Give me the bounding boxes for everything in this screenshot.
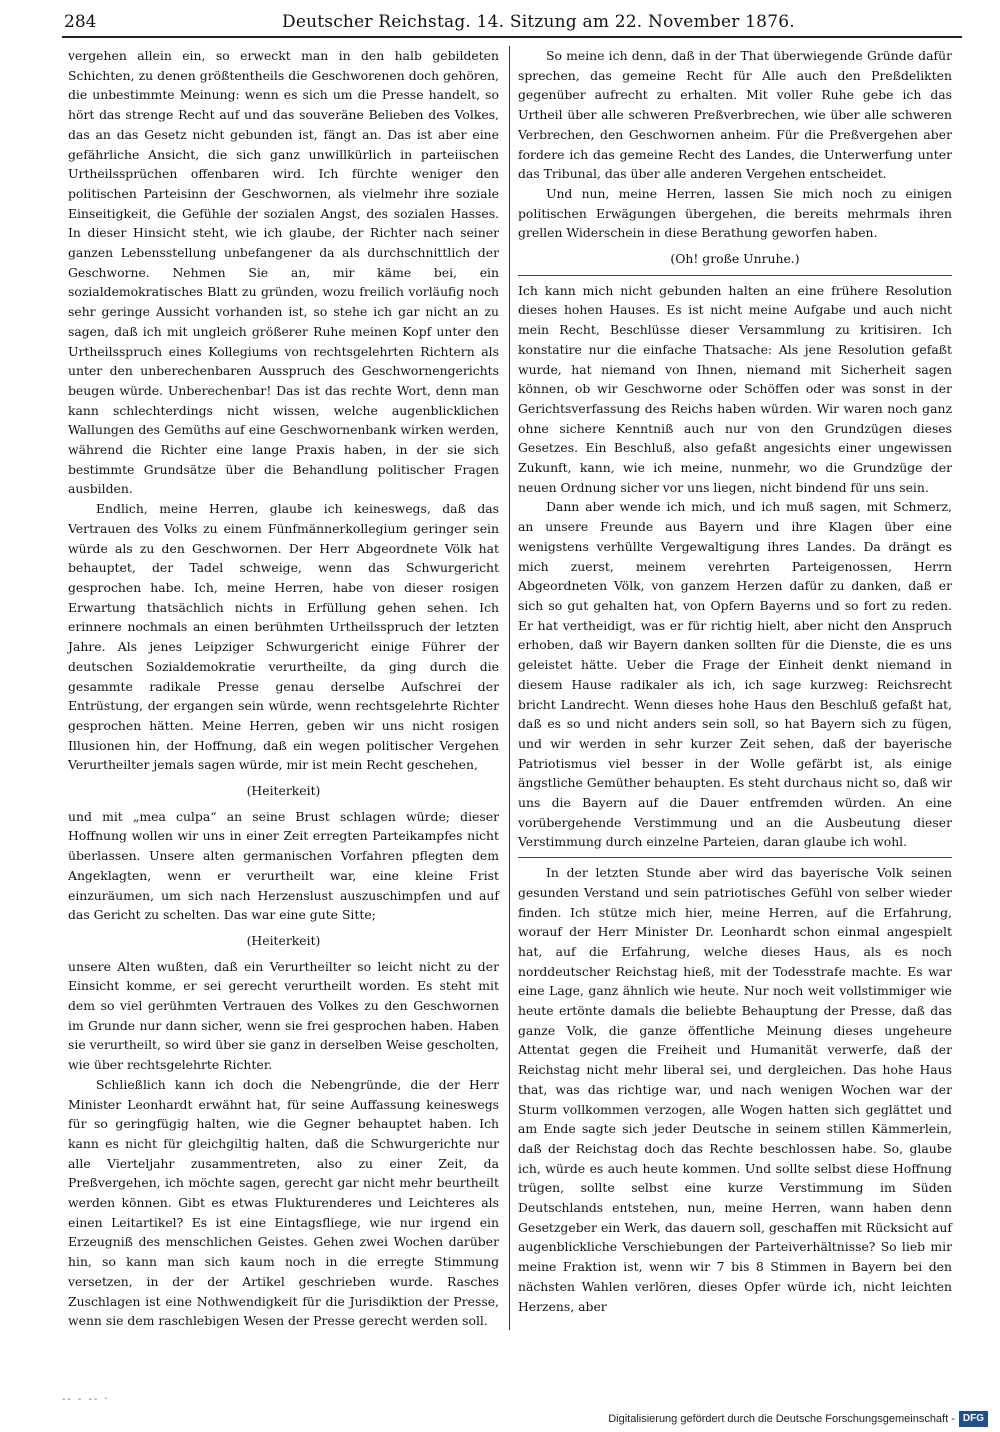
page-header [62, 8, 962, 38]
paragraph: In der letzten Stunde aber wird das bayerische Volk seinen gesunden Verstand und sein patriotisches Gefühl von selber wieder finden. Ich stütze mich hier, meine Herren, auf die Erfahrung, worauf der Herr Minister Dr. Leonhardt schon einmal angespielt hat, auf die Erfahrung, welche dieses Haus, als es noch norddeutscher Reichstag hieß, mit der Todesstrafe machte. Es war eine Lage, ganz ähnlich wie heute. Nur noch weit vollstimmiger wie heute ertönte damals die beliebte Behauptung der Presse, daß das ganze Volk, die ganze öffentliche Meinung dieses ungeheure Attentat gegen die Freiheit und Humanität verwerfe, daß der Reichstag nicht mehr liberal sei, und dergleichen. Das hohe Haus that, was das richtige war, und nach wenigen Wochen war der Sturm vollkommen verzogen, alle Wogen hatten sich geglättet und am Ende sagte sich jeder Deutsche in seinem stillen Kämmerlein, daß der Reichstag doch das Rechte beschlossen habe. So, glaube ich, würde es auch heute kommen. Und sollte selbst diese Hoffnung trügen, sollte selbst eine kurze Verstimmung im Süden Deutschlands entstehen, nun, meine Herren, wann haben denn Gesetzgeber ein Werk, das dauern soll, geschaffen mit Rücksicht auf augenblickliche Verschiebungen der Parteiverhältnisse? So lieb mir meine Fraktion ist, wenn wir 7 bis 8 Stimmen in Bayern bei den nächsten Wahlen verlören, dieses Opfer würde ich, nicht leichten Herzens, aber [518, 865, 952, 1314]
paragraph: Und nun, meine Herren, lassen Sie mich noch zu einigen politischen Erwägungen übergehen, die bereits mehrmals ihren grellen Widerschein in diese Berathung geworfen haben. [518, 185, 952, 241]
paragraph: So meine ich denn, daß in der That überwiegende Gründe dafür sprechen, das gemeine Recht für Alle auch den Preßdelikten gegenüber aufrecht zu erhalten. Mit voller Ruhe gebe ich das Urtheil über alle schweren Preßverbrechen, wie über alle schweren Verbrechen, den Geschwornen anheim. Für die Preßvergehen aber fordere ich das gemeine Recht des Landes, die Unterwerfung unter das Tribunal, das über alle anderen Vergehen entscheidet. [518, 48, 952, 182]
interjection: (Heiterkeit) [246, 783, 321, 799]
left-column [68, 46, 499, 1331]
section-rule [518, 857, 952, 858]
paragraph: Schließlich kann ich doch die Nebengründe, die der Herr Minister Leonhardt erwähnt hat, für seine Auffassung keineswegs für so geringfügig halten, wie die Gegner behauptet haben. Ich kann es nicht für gleichgiltig halten, daß die Schwurgerichte nur alle Vierteljahr zusammentreten, also zu einer Zeit, da Preßvergehen, ich möchte sagen, gerecht gar nicht mehr beurtheilt werden können. Gibt es etwas Flukturenderes und Leichteres als einen Leitartikel? Es ist eine Eintagsfliege, wie nur irgend ein Erzeugniß des menschlichen Geistes. Gehen zwei Wochen darüber hin, so kann man sich kaum noch in die erregte Stimmung versetzen, in der der Artikel geschrieben wurde. Rasches Zuschlagen ist eine Nothwendigkeit für die Jurisdiktion der Presse, wenn sie dem raschlebigen Wesen der Presse gerecht werden soll. [68, 1076, 499, 1329]
paragraph: Dann aber wende ich mich, und ich muß sagen, mit Schmerz, an unsere Freunde aus Bayern und ihre Klagen über eine wenigstens verhüllte Vergewaltigung ihres Landes. Da drängt es mich zuerst, meinem verehrten Parteigenossen, Herrn Abgeordneten Völk, von ganzem Herzen dafür zu danken, daß er sich so gut gehalten hat, von Opfern Bayerns und so fort zu reden. Er hat vertheidigt, was er für richtig hielt, aber nicht den Anspruch erhoben, daß wir Bayern danken sollten für die Dienste, die es uns geleistet hätte. Ueber die Frage der Einheit denkt niemand in diesem Hause radikaler als ich, ich sage kurzweg: Reichsrecht bricht Landrecht. Wenn dieses hohe Haus den Beschluß gefaßt hat, daß es so und nicht anders sein soll, so hat Bayern sich zu fügen, und wir werden in sehr kurzer Zeit sehen, daß der bayerische Patriotismus viel besser in der Wolle gefärbt ist, als einige ängstliche Gemüther behaupten. Es steht durchaus nicht so, daß wir uns die Bayern auf die Dauer entfremden würden. An eine vorübergehende Verstimmung und an die Ausbeutung dieser Verstimmung durch einzelne Parteien, daran glaube ich wohl. [518, 499, 952, 850]
paragraph: Ich kann mich nicht gebunden halten an eine frühere Resolution dieses hohen Hauses. Es ist nicht meine Aufgabe und auch nicht mein Recht, Beschlüsse dieser Versammlung zu kritisiren. Ich konstatire nur die einfache Thatsache: Als jene Resolution gefaßt wurde, hat niemand von Ihnen, niemand mit Sicherheit sagen können, ob wir Geschworne oder Schöffen oder was sonst in der Gerichtsverfassung des Reichs haben würden. Wir waren noch ganz ohne sichere Kenntniß auch nur von den Grundzügen dieses Gesetzes. Ein Beschluß, also gefaßt angesichts einer ungewissen Zukunft, kann, wie ich meine, nunmehr, wo die Grundzüge der neuen Ordnung sicher vor uns liegen, nicht bindend für uns sein. [518, 282, 952, 495]
section-rule [518, 275, 952, 276]
paragraph: vergehen allein ein, so erweckt man in den halb gebildeten Schichten, zu denen größtentheils die Geschworenen doch gehören, die unbestimmte Meinung: wenn es sich um die Presse handelt, so hört das strenge Recht auf und das souveräne Belieben des Volkes, das an das Gesetz nicht gebunden ist, fängt an. Das ist aber eine gefährliche Ansicht, die sich ganz unwillkürlich in parteiischen Urtheilssprüchen offenbaren wird. Ich fürchte weniger den politischen Parteisinn der Geschwornen, als vielmehr ihre soziale Einseitigkeit, die Gefühle der sozialen Angst, des sozialen Hasses. In dieser Hinsicht steht, wie ich glaube, der Richter nach seiner ganzen Lebensstellung unbefangener da als durchschnittlich der Geschworne. Nehmen Sie an, mir käme bei, ein sozialdemokratisches Blatt zu gründen, wozu freilich vorläufig noch sehr geringe Aussicht vorhanden ist, so stehe ich gar nicht an zu sagen, daß ich mit ungleich größerer Ruhe meinen Kopf unter den Urtheilsspruch eines Kollegiums von rechtsgelehrten Richtern als unter den unberechenbaren Ausspruch des Geschwornengerichts beugen würde. Unberechenbar! Das ist das rechte Wort, denn man kann schlechterdings nicht wissen, welche augenblicklichen Wallungen des Gemüths auf eine Geschwornenbank wirken werden, während die Richter eine lange Praxis haben, in der sie sich bestimmte Grundsätze über die Behandlung politischer Fragen ausbilden. [68, 48, 499, 497]
footer-scan-mark: -- - -- · [62, 1394, 110, 1405]
paragraph: Endlich, meine Herren, glaube ich keineswegs, daß das Vertrauen des Volks zu einem Fünfmännerkollegium geringer sein würde als zu den Geschwornen. Der Herr Abgeordnete Völk hat behauptet, der Tadel schweige, wenn das Schwurgericht gesprochen habe. Ich, meine Herren, habe von dieser rosigen Erwartung thatsächlich nichts in Erfüllung gehen sehen. Ich erinnere nochmals an einen berühmten Urtheilsspruch der letzten Jahre. Als jenes Leipziger Schwurgericht einige Führer der deutschen Sozialdemokratie verurtheilte, da ging durch die gesammte radikale Presse genau derselbe Aufschrei der Entrüstung, der ergangen sein würde, wenn rechtsgelehrte Richter gesprochen hätten. Meine Herren, geben wir uns nicht rosigen Illusionen hin, der Hoffnung, daß ein wegen politischer Vergehen Verurtheilter jemals sagen würde, mir ist mein Recht geschehen, [68, 501, 499, 773]
footer-credit-text: Digitalisierung gefördert durch die Deutsche Forschungsgemeinschaft - [608, 1413, 955, 1425]
dfg-logo: DFG [959, 1411, 988, 1427]
footer-credit-bar [608, 1410, 988, 1428]
interjection: (Oh! große Unruhe.) [670, 251, 800, 267]
column-divider [509, 46, 510, 1330]
right-column [518, 46, 952, 1316]
paragraph: unsere Alten wußten, daß ein Verurtheilter so leicht nicht zu der Einsicht komme, er sei gerecht verurtheilt worden. Es steht mit dem so viel gerühmten Vertrauen des Volkes zu den Geschwornen im Grunde nur dann sicher, wenn sie frei gesprochen haben. Haben sie verurtheilt, so wird über sie ganz in derselben Weise gescholten, wie über rechtsgelehrte Richter. [68, 958, 499, 1073]
running-title: Deutscher Reichstag. 14. Sitzung am 22. November 1876. [282, 12, 795, 32]
interjection: (Heiterkeit) [246, 932, 321, 948]
page-number: 284 [64, 12, 97, 32]
paragraph: und mit „mea culpa“ an seine Brust schlagen würde; dieser Hoffnung wollen wir uns in einer Zeit erregten Parteikampfes nicht überlassen. Unsere alten germanischen Vorfahren pflegten dem Angeklagten, wenn er verurtheilt war, eine kleine Frist einzuräumen, um sich nach Herzenslust auszuschimpfen und auf das Gericht zu schelten. Das war eine gute Sitte; [68, 808, 499, 923]
